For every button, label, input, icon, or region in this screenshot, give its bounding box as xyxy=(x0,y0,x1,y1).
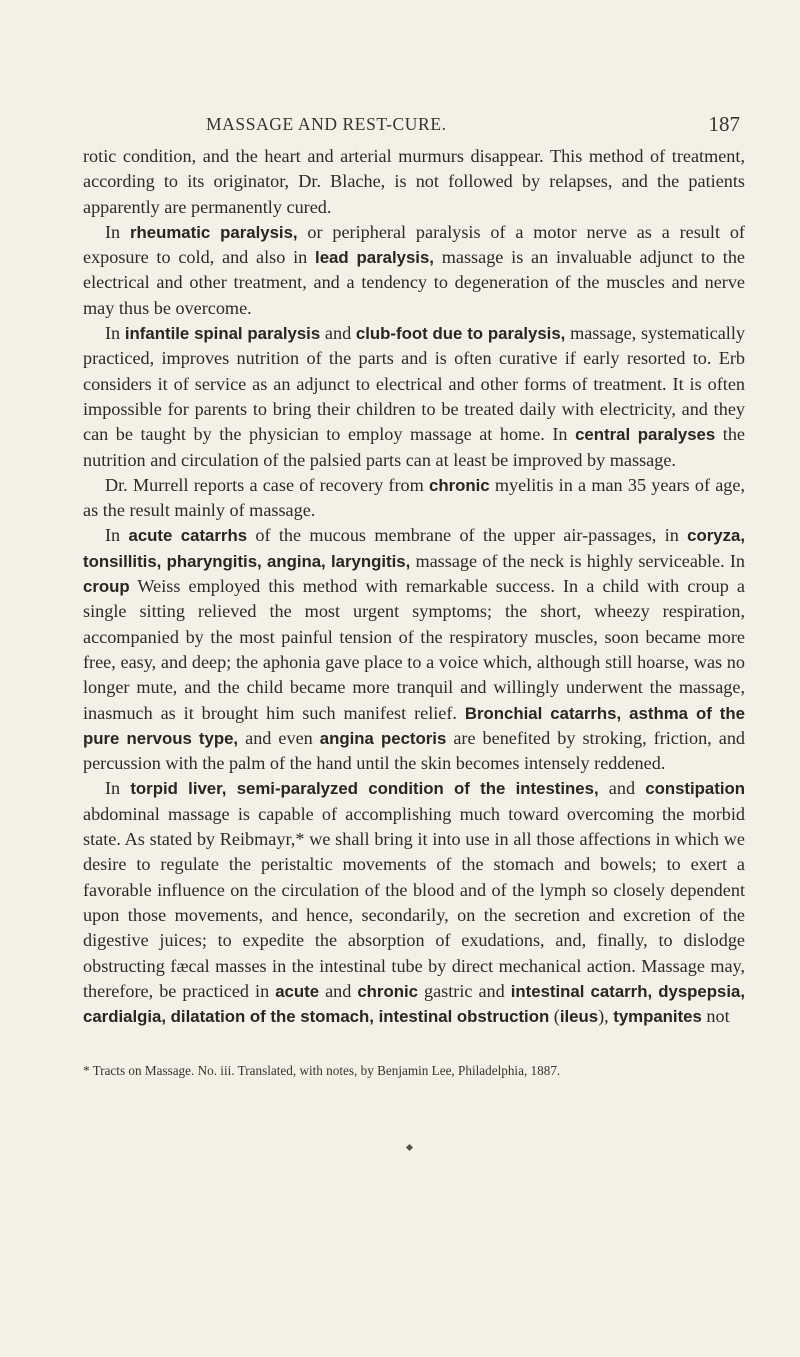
running-head xyxy=(88,112,748,138)
highlighted-term: acute xyxy=(275,981,320,1001)
highlighted-term: intestinal catarrh, dyspepsia, cardialgia, dilatation of the stomach, intestinal obstruction xyxy=(83,981,745,1027)
text-run: and even xyxy=(238,727,320,748)
text-run: In xyxy=(105,778,131,799)
text-run: abdominal massage is capable of accomplishing much toward overcoming the morbid state. As stated by Reibmayr,* we shall bring it into use in all those affections in which we desire to regulate the peristaltic movements of the stomach and bowels; to exert a favorable influence on the circulation of the blood and of the lymph so closely dependent upon those movements, and hence, secondarily, on the secretion and excretion of the digestive juices; to expedite the absorption of exudations, and, finally, to dislodge obstructing fæcal masses in the intestinal tube by direct mechanical action. Massage may, therefore, be practiced in xyxy=(83,803,745,1001)
text-run: or peripheral paralysis of a motor nerve as a result of exposure to cold, and also in xyxy=(83,221,745,268)
highlighted-term: angina pectoris xyxy=(319,728,447,748)
highlighted-term: club-foot due to paralysis, xyxy=(355,324,566,344)
highlighted-term: coryza, tonsillitis, pharyngitis, angina, laryngitis, xyxy=(83,526,745,571)
text-run: of the mucous membrane of the upper air-passages, in xyxy=(247,525,688,546)
text-run: massage of the neck is highly serviceable. In xyxy=(410,550,745,571)
text-run: rotic condition, and the heart and arterial murmurs disappear. This method of treatment, according to its originator, Dr. Blache, is not followed by relapses, and the patients apparently are permanently cured. xyxy=(83,146,745,217)
highlighted-term: Bronchial catarrhs, asthma of the pure nervous type, xyxy=(83,703,745,748)
text-run: massage, systematically practiced, improves nutrition of the parts and is often curative if early resorted to. Erb considers it of service as an adjunct to electrical and other forms of treatment. It is often impossible for parents to bring their children to be treated daily with electricity, and they can be taught by the physician to employ massage at home. In xyxy=(83,323,746,445)
highlighted-term: infantile spinal paralysis xyxy=(124,324,321,344)
running-title: MASSAGE AND REST-CURE. xyxy=(206,114,447,134)
paragraph xyxy=(83,220,745,321)
text-run: are benefited by stroking, friction, and percussion with the palm of the hand until the skin becomes intensely reddened. xyxy=(83,727,746,774)
text-run: ( xyxy=(549,1006,560,1027)
highlighted-term: constipation xyxy=(645,779,745,799)
text-run: not xyxy=(701,1006,730,1027)
body-text xyxy=(83,144,745,1029)
text-run: ), xyxy=(598,1006,614,1027)
text-run: and xyxy=(320,323,356,344)
paragraph xyxy=(83,523,745,776)
text-run: massage is an invaluable adjunct to the electrical and other treatment, and a tendency to degeneration of the muscles and nerve may thus be overcome. xyxy=(83,247,745,318)
footnote-mark: * xyxy=(83,1063,90,1078)
text-run: Weiss employed this method with remarkable success. In a child with croup a single sitting relieved the most urgent symptoms; the short, wheezy respiration, accompanied by the most painful tension of the respiratory muscles, soon became more free, easy, and deep; the aphonia gave place to a voice which, although still hoarse, was no longer mute, and the child became more tranquil and willingly underwent the massage, inasmuch as it brought him such manifest relief. xyxy=(83,576,745,723)
text-run: and xyxy=(319,980,358,1001)
text-run: the nutrition and circulation of the palsied parts can at least be improved by massage. xyxy=(83,424,745,470)
paragraph xyxy=(83,321,745,473)
highlighted-term: chronic xyxy=(429,475,490,495)
text-run: and xyxy=(598,778,646,799)
text-run: In xyxy=(105,323,125,344)
paragraph xyxy=(83,776,745,1029)
text-run: myelitis in a man 35 years of age, as the result mainly of massage. xyxy=(83,474,745,521)
highlighted-term: tympanites xyxy=(613,1007,702,1027)
paragraph xyxy=(83,473,745,524)
text-run: Dr. Murrell reports a case of recovery from xyxy=(105,474,430,495)
text-run: gastric and xyxy=(417,980,511,1001)
highlighted-term: rheumatic paralysis, xyxy=(129,222,298,242)
highlighted-term: lead paralysis, xyxy=(315,248,434,268)
highlighted-term: torpid liver, semi-paralyzed condition of the intestines, xyxy=(130,779,599,799)
footnote xyxy=(83,1063,751,1079)
page-number: 187 xyxy=(708,112,740,136)
paragraph xyxy=(83,144,745,220)
text-run: In xyxy=(105,525,129,546)
highlighted-term: central paralyses xyxy=(575,425,716,445)
highlighted-term: acute catarrhs xyxy=(128,526,248,546)
highlighted-term: chronic xyxy=(357,981,418,1001)
highlighted-term: croup xyxy=(83,577,130,597)
highlighted-term: ileus xyxy=(559,1007,599,1027)
decorative-dot xyxy=(406,1144,413,1151)
footnote-text: Tracts on Massage. No. iii. Translated, with notes, by Benjamin Lee, Philadelphia, 1887. xyxy=(92,1063,561,1078)
text-run: In xyxy=(105,221,130,242)
